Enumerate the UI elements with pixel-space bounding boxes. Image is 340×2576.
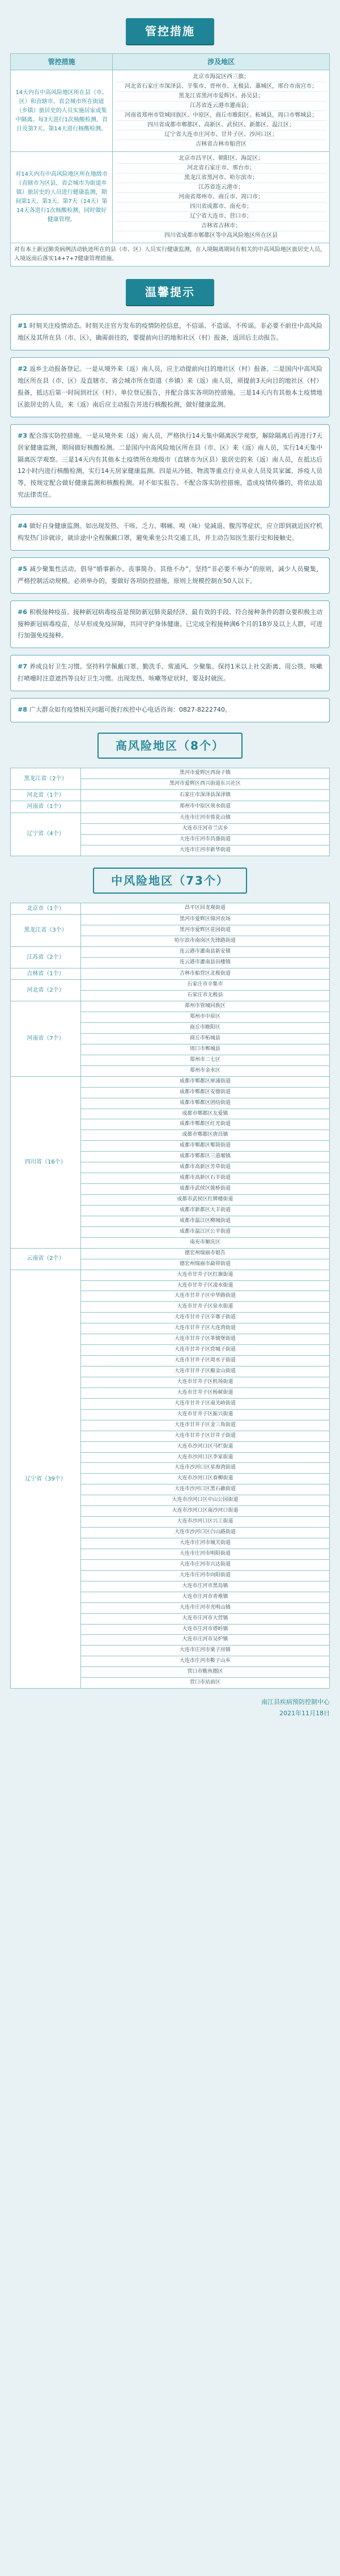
risk-area-cell: 大连市甘井子区椒金山街道: [80, 1367, 329, 1377]
table-header-measure: 管控措施: [11, 54, 113, 70]
risk-province-cell: 四川省（16个）: [11, 1076, 81, 1248]
risk-area-cell: 成都市郫都区红光街道: [80, 1119, 329, 1130]
risk-province-cell: 河北省（1个）: [11, 789, 81, 801]
tip-item: [10, 655, 330, 691]
control-area-item: 辽宁省大连市、营口市；: [116, 212, 326, 222]
control-area-item: 四川省成都市郫都区等中高风险地区所在区县: [164, 232, 278, 239]
risk-area-cell: 郑州市管城回族区: [80, 1001, 329, 1012]
risk-area-cell: 大连市沙河口区星海湾街道: [80, 1463, 329, 1474]
risk-area-cell: 大连市甘井子区机场街道: [80, 1377, 329, 1388]
risk-area-cell: 石家庄市无极县: [80, 991, 329, 1001]
tip-text: 时刻关注疫情动态。时刻关注官方发布的疫情防控信息，不信谣、不造谣、不传谣。非必要不前往中高风险地区及其所在县（市、区），确需前往的，要提前向目的地和社区（村）报备，返回后主动报告。: [18, 322, 322, 342]
control-area-item: 四川省成都市、南充市；: [116, 202, 326, 212]
control-areas-cell: [113, 70, 330, 152]
footer: [10, 1697, 330, 1719]
tip-number: #6: [18, 608, 27, 616]
risk-area-cell: 大连市庄河市向阳街道: [80, 1570, 329, 1581]
tips-list: [10, 314, 330, 722]
control-area-item: 河南省郑州市管城回族区、中原区，商丘市睢阳区、柘城县，周口市郸城县；: [116, 111, 326, 121]
risk-row: [11, 1248, 330, 1259]
control-area-item: 四川省成都市郫都区、高新区、武侯区、新都区、温江区；: [116, 121, 326, 130]
control-area-item: 河南省郑州市、商丘市、周口市；: [116, 193, 326, 202]
risk-row: [11, 980, 330, 991]
tip-text: 返乡主动报备登记。一是从境外来（返）南人员，应主动提前向目的地社区（村）报备。二是国内中高风险地区所在县（市、区）及直辖市、省会城市所在街道（乡镇）来（返）南人员，须提前3天向目的地社区（村）报备，抵达后第一时间到社区（村）、单位登记报告，并配合落实各项防控措施。三是14天内有其他本土疫情地区旅居史的人员，来（返）南后应主动报告并进行核酸检测，做好健康监测。: [18, 365, 322, 408]
control-measure-cell: 14天内有中高风险地区所在县（市、区）和直辖市、省会城市所在街道（乡镇）旅居史的人员实施居家或集中隔离。每3天进行1次核酸检测，首日及第7天、第14天进行核酸检测。: [11, 70, 113, 152]
risk-row: [11, 789, 330, 801]
risk-area-cell: 大连市甘井子区红旗街道: [80, 1270, 329, 1280]
risk-row: [11, 1270, 330, 1280]
mid-risk-table: [10, 903, 330, 1689]
risk-area-cell: 成都市郫都区安德街道: [80, 1087, 329, 1098]
risk-area-cell: 成都市高新区石羊街道: [80, 1173, 329, 1184]
control-row: [11, 70, 330, 152]
risk-row: [11, 968, 330, 980]
risk-area-cell: 成都市高新区芳草街道: [80, 1162, 329, 1173]
risk-area-cell: 大连市甘井子区甘井子街道: [80, 1431, 329, 1441]
risk-area-cell: 大连市沙河口区中山公园街道: [80, 1495, 329, 1506]
risk-area-cell: 大连市庄河市昌盛街道: [80, 834, 329, 845]
tip-text: 做好自身健康监测。如出现发热、干咳、乏力、咽痛、嗅（味）觉减退、腹泻等症状，应立即到就近医疗机构发热门诊就诊，就诊途中全程佩戴口罩，避免乘坐公共交通工具，并主动告知医生旅行史和接触史。: [18, 522, 322, 542]
risk-area-cell: 大连市沙河口区马栏街道: [80, 1441, 329, 1452]
tip-item: [10, 357, 330, 417]
control-area-item: 黑龙江省黑河市、哈尔滨市；: [116, 174, 326, 183]
risk-area-cell: 黑河市爱辉区锦河农场: [80, 915, 329, 925]
control-area-item: 江苏省连云港市灌南县；: [116, 101, 326, 111]
risk-area-cell: 郑州市二七区: [80, 1055, 329, 1065]
risk-province-cell: 河南省（7个）: [11, 1001, 81, 1077]
risk-area-cell: 成都市郫都区唐昌镇: [80, 1130, 329, 1141]
risk-area-cell: 大连市庄河市新华街道: [80, 845, 329, 856]
risk-area-cell: 大连市甘井子区泉水街道: [80, 1302, 329, 1313]
tip-text: 积极接种疫苗。接种新冠病毒疫苗是预防新冠肺炎最经济、最有效的手段。符合接种条件的群众要积极主动接种新冠病毒疫苗，尽早形成免疫屏障，共同守护身体健康。已完成全程接种满6个月的18岁及以上人群，可进行加强免疫接种。: [18, 608, 322, 640]
risk-area-cell: 周口市郸城县: [80, 1044, 329, 1055]
risk-area-cell: 成都市郫都区三道堰镇: [80, 1152, 329, 1162]
risk-area-cell: 哈尔滨市南岗区先锋路街道: [80, 936, 329, 946]
control-area-item: 河北省石家庄市深泽县、辛集市、晋州市、无极县、藁城区，邢台市南宫市；: [116, 82, 326, 92]
risk-area-cell: 大连市甘井子区辛寨子街道: [80, 1313, 329, 1323]
risk-area-cell: 黑河市爱辉区西兴街道东兴社区: [80, 779, 329, 789]
risk-area-cell: 连云港市灌南县新安镇: [80, 946, 329, 957]
risk-province-cell: 云南省（2个）: [11, 1248, 81, 1270]
tip-item: [10, 698, 330, 722]
risk-area-cell: 大连市庄河市蓉花山镇: [80, 813, 329, 823]
control-areas-cell: [113, 152, 330, 243]
risk-area-cell: 郑州市金水区: [80, 1065, 329, 1076]
tip-item: [10, 424, 330, 507]
control-area-item: 吉林省吉林市船营区: [196, 141, 247, 148]
risk-area-cell: 大连市甘井子区中华路街道: [80, 1291, 329, 1302]
risk-area-cell: 大连市庄河市兰店乡: [80, 823, 329, 834]
control-area-item: 北京市昌平区、朝阳区、海淀区；: [116, 154, 326, 164]
risk-row: [11, 915, 330, 925]
control-area-item: 吉林省吉林市；: [116, 222, 326, 231]
risk-area-cell: 连云港市灌南县田楼镇: [80, 957, 329, 968]
tip-text: 减少聚集性活动。倡导“婚事新办、丧事简办、其他不办”，坚持“非必要不举办”的原则，减少人员聚集，严格控制活动规模。必须举办的，要做好各项防控措施，原则上规模控制在50人以下。: [18, 565, 322, 585]
risk-area-cell: 大连市庄河市吴炉镇: [80, 1635, 329, 1646]
risk-area-cell: 昌平区回龙观街道: [80, 903, 329, 915]
high-risk-banner: 高风险地区（8个）: [97, 733, 243, 759]
risk-area-cell: 德宏州瑞丽市勐卯街道: [80, 1259, 329, 1270]
tip-number: #8: [18, 706, 27, 714]
risk-area-cell: 营口市站前区: [80, 1678, 329, 1689]
risk-area-cell: 大连市庄河市光明山镇: [80, 1602, 329, 1613]
tip-number: #7: [18, 663, 27, 671]
tip-item: [10, 514, 330, 551]
control-measure-cell: 对14天内有中高风险地区所在地级市（直辖市为区县，省会城市为街道乡镇）旅居史的人员进行健康监测，期间第1天、第3天、第7天（14天）第14天各进行1次核酸检测，同时做好健康管理。: [11, 152, 113, 243]
tips-banner: 温馨提示: [126, 279, 214, 305]
tip-text: 养成良好卫生习惯。坚持科学佩戴口罩、勤洗手、常通风、少聚集、保持1米以上社交距离、用公筷、咳嗽打喷嚏时注意遮挡等良好卫生习惯。出现发热、咳嗽等症状时，要及时就医。: [18, 663, 322, 683]
control-area-item: 河北省石家庄市、邢台市；: [116, 164, 326, 174]
risk-province-cell: 河北省（2个）: [11, 980, 81, 1001]
risk-area-cell: 大连市庄河市明阳街道: [80, 1549, 329, 1559]
risk-row: [11, 946, 330, 957]
risk-province-cell: 吉林省（1个）: [11, 968, 81, 980]
control-area-item: 黑龙江省黑河市爱辉区、孙吴县；: [116, 92, 326, 101]
table-header-areas: 涉及地区: [113, 54, 330, 70]
footer-date: 2021年11月18日: [279, 1709, 330, 1717]
risk-province-cell: 黑龙江省（3个）: [11, 915, 81, 947]
risk-area-cell: 大连市庄河市青堆镇: [80, 1592, 329, 1602]
tip-text: 配合落实防控措施。一是从境外来（返）南人员，严格执行14天集中隔离医学观察，解除隔离后再进行7天居家健康监测，期间做好核酸检测。二是国内中高风险地区所在县（市、区）来（返）南人员，实行14天集中隔离医学观察。三是14天内有其他本土疫情所在地级市（直辖市为区县）旅居史的来（返）南人员，在抵达后12小时内进行核酸检测，实行14天居家健康监测。四是从冷链、物流等重点行业从业人员及其家属、涉疫人员等，按规定配合做好健康监测和核酸检测。对不如实报告、不配合落实防控措施，造成疫情传播的，将依法追究法律责任。: [18, 432, 322, 499]
risk-area-cell: 大连市甘井子区周水子街道: [80, 1356, 329, 1367]
risk-area-cell: 大连市甘井子区营城子街道: [80, 1345, 329, 1356]
risk-area-cell: 郑州市中原区须水街道: [80, 801, 329, 813]
tip-number: #5: [18, 565, 27, 573]
risk-province-cell: 江苏省（2个）: [11, 946, 81, 968]
risk-area-cell: 大连市甘井子区凌水街道: [80, 1280, 329, 1291]
risk-row: [11, 1001, 330, 1012]
risk-area-cell: 大连市庄河市兴达街道: [80, 1559, 329, 1570]
tip-number: #3: [18, 432, 27, 439]
control-note-cell: 对有本土新冠肺炎病例活动轨迹所在的县（市、区）人员实行健康监测，在入境隔离期间有相关的中高风险地区旅居史人员，入境返南后落实14+7+7健康管理措施。: [11, 243, 330, 267]
risk-area-cell: 大连市庄河市鞍子山乡: [80, 1656, 329, 1667]
risk-area-cell: 成都市武侯区红牌楼街道: [80, 1195, 329, 1205]
control-measures-banner: 管控措施: [126, 18, 214, 44]
tip-text: 广大群众如有疫情相关问题可拨打疾控中心电话咨询：0827-8222740。: [29, 706, 231, 714]
risk-area-cell: 石家庄市深泽县深泽镇: [80, 789, 329, 801]
risk-area-cell: 大连市庄河市城关街道: [80, 1538, 329, 1549]
risk-area-cell: 成都市郫都区友爱镇: [80, 1109, 329, 1119]
control-measures-table: [10, 53, 330, 267]
risk-row: [11, 903, 330, 915]
mid-risk-banner: 中风险地区（73个）: [93, 868, 247, 894]
risk-area-cell: 吉林市船营区北极街道: [80, 968, 329, 980]
risk-province-cell: 辽宁省（4个）: [11, 813, 81, 856]
control-area-item: 辽宁省大连市庄河市、甘井子区、沙河口区；: [116, 130, 326, 140]
risk-area-cell: 大连市甘井子区大连湾街道: [80, 1323, 329, 1334]
risk-area-cell: 商丘市柘城县: [80, 1033, 329, 1044]
risk-province-cell: 黑龙江省（2个）: [11, 768, 81, 789]
risk-area-cell: 黑河市爱辉区西岗子镇: [80, 768, 329, 779]
risk-area-cell: 大连市庄河市大营镇: [80, 1613, 329, 1624]
risk-area-cell: 大连市庄河市黑岛镇: [80, 1581, 329, 1592]
risk-area-cell: 郑州市中原区: [80, 1012, 329, 1023]
risk-area-cell: 成都市郫都区团结街道: [80, 1098, 329, 1109]
risk-area-cell: 大连市沙河口区李家街道: [80, 1452, 329, 1463]
tip-number: #2: [18, 365, 27, 373]
risk-area-cell: 德宏州瑞丽市姐告: [80, 1248, 329, 1259]
risk-area-cell: 大连市沙河口区南沙河口街道: [80, 1506, 329, 1517]
risk-area-cell: 大连市沙河口区兴工街道: [80, 1517, 329, 1528]
control-area-item: 江苏省连云港市；: [116, 183, 326, 193]
risk-province-cell: 北京市（1个）: [11, 903, 81, 915]
risk-area-cell: 南充市顺庆区: [80, 1237, 329, 1248]
tip-item: [10, 314, 330, 350]
control-row: [11, 152, 330, 243]
risk-province-cell: 河南省（1个）: [11, 801, 81, 813]
risk-area-cell: 大连市庄河市栗子房镇: [80, 1646, 329, 1656]
risk-area-cell: 成都市郫都区郫筒街道: [80, 1141, 329, 1152]
risk-row: [11, 768, 330, 779]
tip-number: #1: [18, 322, 27, 330]
risk-area-cell: 大连市甘井子区杨树街道: [80, 1388, 329, 1398]
risk-area-cell: 成都市温江区柳城街道: [80, 1216, 329, 1226]
risk-area-cell: 大连市甘井子区振兴街道: [80, 1409, 329, 1420]
risk-area-cell: 大连市甘井子区南关岭街道: [80, 1398, 329, 1409]
risk-province-cell: 辽宁省（39个）: [11, 1270, 81, 1689]
control-area-item: 北京市海淀区西三旗；: [116, 73, 326, 82]
risk-area-cell: 成都市郫都区犀浦街道: [80, 1076, 329, 1087]
risk-area-cell: 商丘市睢阳区: [80, 1023, 329, 1034]
risk-area-cell: 大连市沙河口区白山路街道: [80, 1528, 329, 1538]
risk-area-cell: 大连市甘井子区革镇堡街道: [80, 1334, 329, 1345]
risk-row: [11, 801, 330, 813]
risk-area-cell: 大连市甘井子区金三角街道: [80, 1420, 329, 1431]
risk-area-cell: 成都市新都区大丰街道: [80, 1205, 329, 1216]
control-note-row: [11, 243, 330, 267]
risk-row: [11, 813, 330, 823]
risk-area-cell: 石家庄市辛集市: [80, 980, 329, 991]
risk-area-cell: 成都市武侯区簇桥街道: [80, 1184, 329, 1195]
risk-row: [11, 1076, 330, 1087]
risk-area-cell: 成都市温江区公平街道: [80, 1226, 329, 1237]
risk-area-cell: 大连市沙河口区春柳街道: [80, 1474, 329, 1484]
risk-area-cell: 黑河市爱辉区花园街道: [80, 925, 329, 936]
tip-item: [10, 557, 330, 594]
tip-item: [10, 600, 330, 649]
risk-area-cell: 营口市鲅鱼圈区: [80, 1667, 329, 1678]
risk-area-cell: 大连市沙河口区黑石礁街道: [80, 1484, 329, 1495]
tip-number: #4: [18, 522, 27, 530]
risk-area-cell: 大连市庄河市塔岭镇: [80, 1624, 329, 1635]
footer-org: 南江县疾病预防控制中心: [261, 1698, 330, 1706]
high-risk-table: [10, 768, 330, 856]
